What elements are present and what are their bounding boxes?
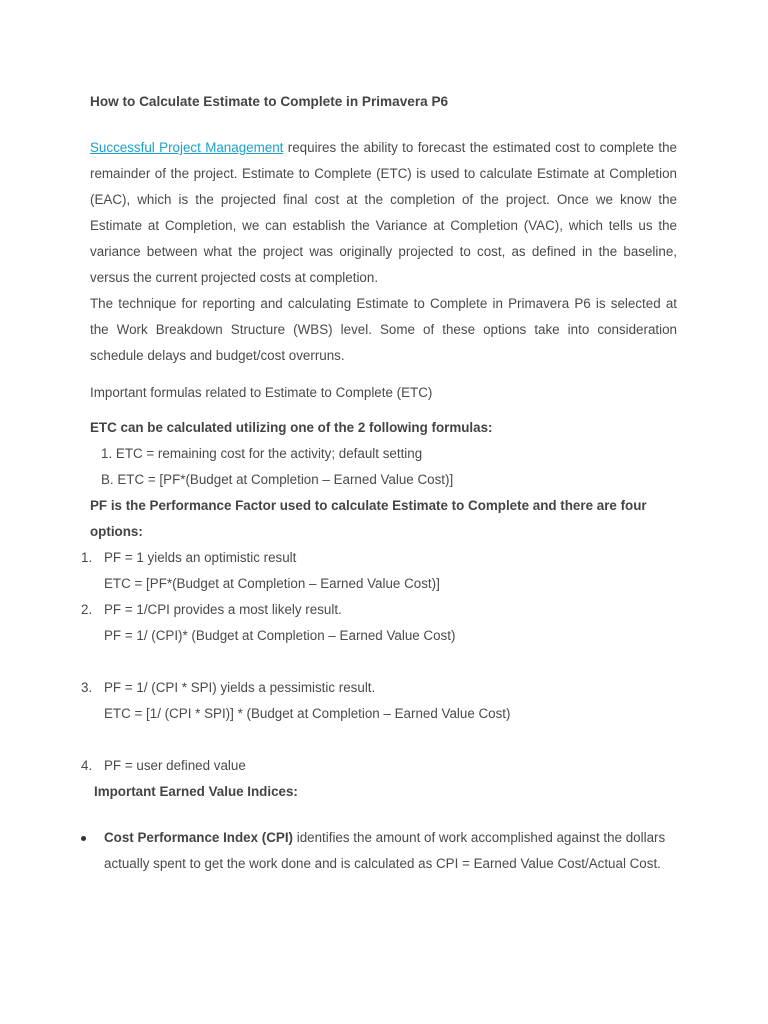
pf-option-item: [81, 545, 668, 597]
pf-option-item: [81, 753, 668, 779]
ev-index-list: [81, 825, 668, 877]
pf-option-number: 3.: [81, 680, 93, 695]
ev-heading: Important Earned Value Indices:: [94, 784, 298, 799]
formulas-heading: Important formulas related to Estimate to Complete (ETC): [90, 385, 433, 400]
pf-option-item: [81, 675, 668, 727]
ev-index-text: identifies the amount of work accomplished against the dollars actually spent to get the work done and is calculated as CPI = Earned Value Cost/Actual Cost.: [104, 830, 666, 871]
technique-paragraph: The technique for reporting and calculating Estimate to Complete in Primavera P6 is selected at the Work Breakdown Structure (WBS) level. Some of these options take into consideration schedule delays and budget/cost overruns.: [90, 296, 677, 363]
etc-formula-list: [90, 441, 677, 493]
pf-option-formula: PF = 1/ (CPI)* (Budget at Completion – Earned Value Cost): [104, 628, 456, 643]
ev-index-term: Cost Performance Index (CPI): [104, 830, 293, 845]
spacer: [81, 727, 668, 753]
pf-option-formula: ETC = [PF*(Budget at Completion – Earned Value Cost)]: [104, 576, 440, 591]
bullet-icon: [81, 836, 86, 841]
spacer: [81, 649, 668, 675]
pf-option-number: 1.: [81, 550, 93, 565]
pf-option-number: 2.: [81, 602, 93, 617]
pf-option-line: PF = 1/ (CPI * SPI) yields a pessimistic result.: [104, 680, 376, 695]
pf-heading: PF is the Performance Factor used to calculate Estimate to Complete and there are four options:: [90, 498, 647, 539]
pf-option-formula: ETC = [1/ (CPI * SPI)] * (Budget at Completion – Earned Value Cost): [104, 706, 511, 721]
document-title: How to Calculate Estimate to Complete in Primavera P6: [90, 94, 449, 109]
pf-option-line: PF = 1/CPI provides a most likely result.: [104, 602, 342, 617]
pf-option-line: PF = 1 yields an optimistic result: [104, 550, 297, 565]
etc-formula-item: 1. ETC = remaining cost for the activity; default setting: [101, 446, 423, 461]
pf-option-item: [81, 597, 668, 649]
ev-index-item: [81, 825, 691, 877]
pf-option-line: PF = user defined value: [104, 758, 246, 773]
intro-paragraph: [90, 135, 677, 291]
document-content: [81, 92, 678, 877]
intro-text: requires the ability to forecast the estimated cost to complete the remainder of the project. Estimate to Complete (ETC) is used to calculate Estimate at Completion (EAC), which is the projected final cost at the completion of the project. Once we know the Estimate at Completion, we can establish the Variance at Completion (VAC), which tells us the variance between what the project was originally projected to cost, as defined in the baseline, versus the current projected costs at completion.: [90, 140, 678, 285]
etc-formula-item: B. ETC = [PF*(Budget at Completion – Earned Value Cost)]: [101, 472, 454, 487]
successful-project-management-link[interactable]: Successful Project Management: [90, 140, 284, 155]
etc-heading: ETC can be calculated utilizing one of the 2 following formulas:: [90, 420, 493, 435]
pf-option-number: 4.: [81, 758, 93, 773]
pf-option-list: [81, 545, 668, 779]
